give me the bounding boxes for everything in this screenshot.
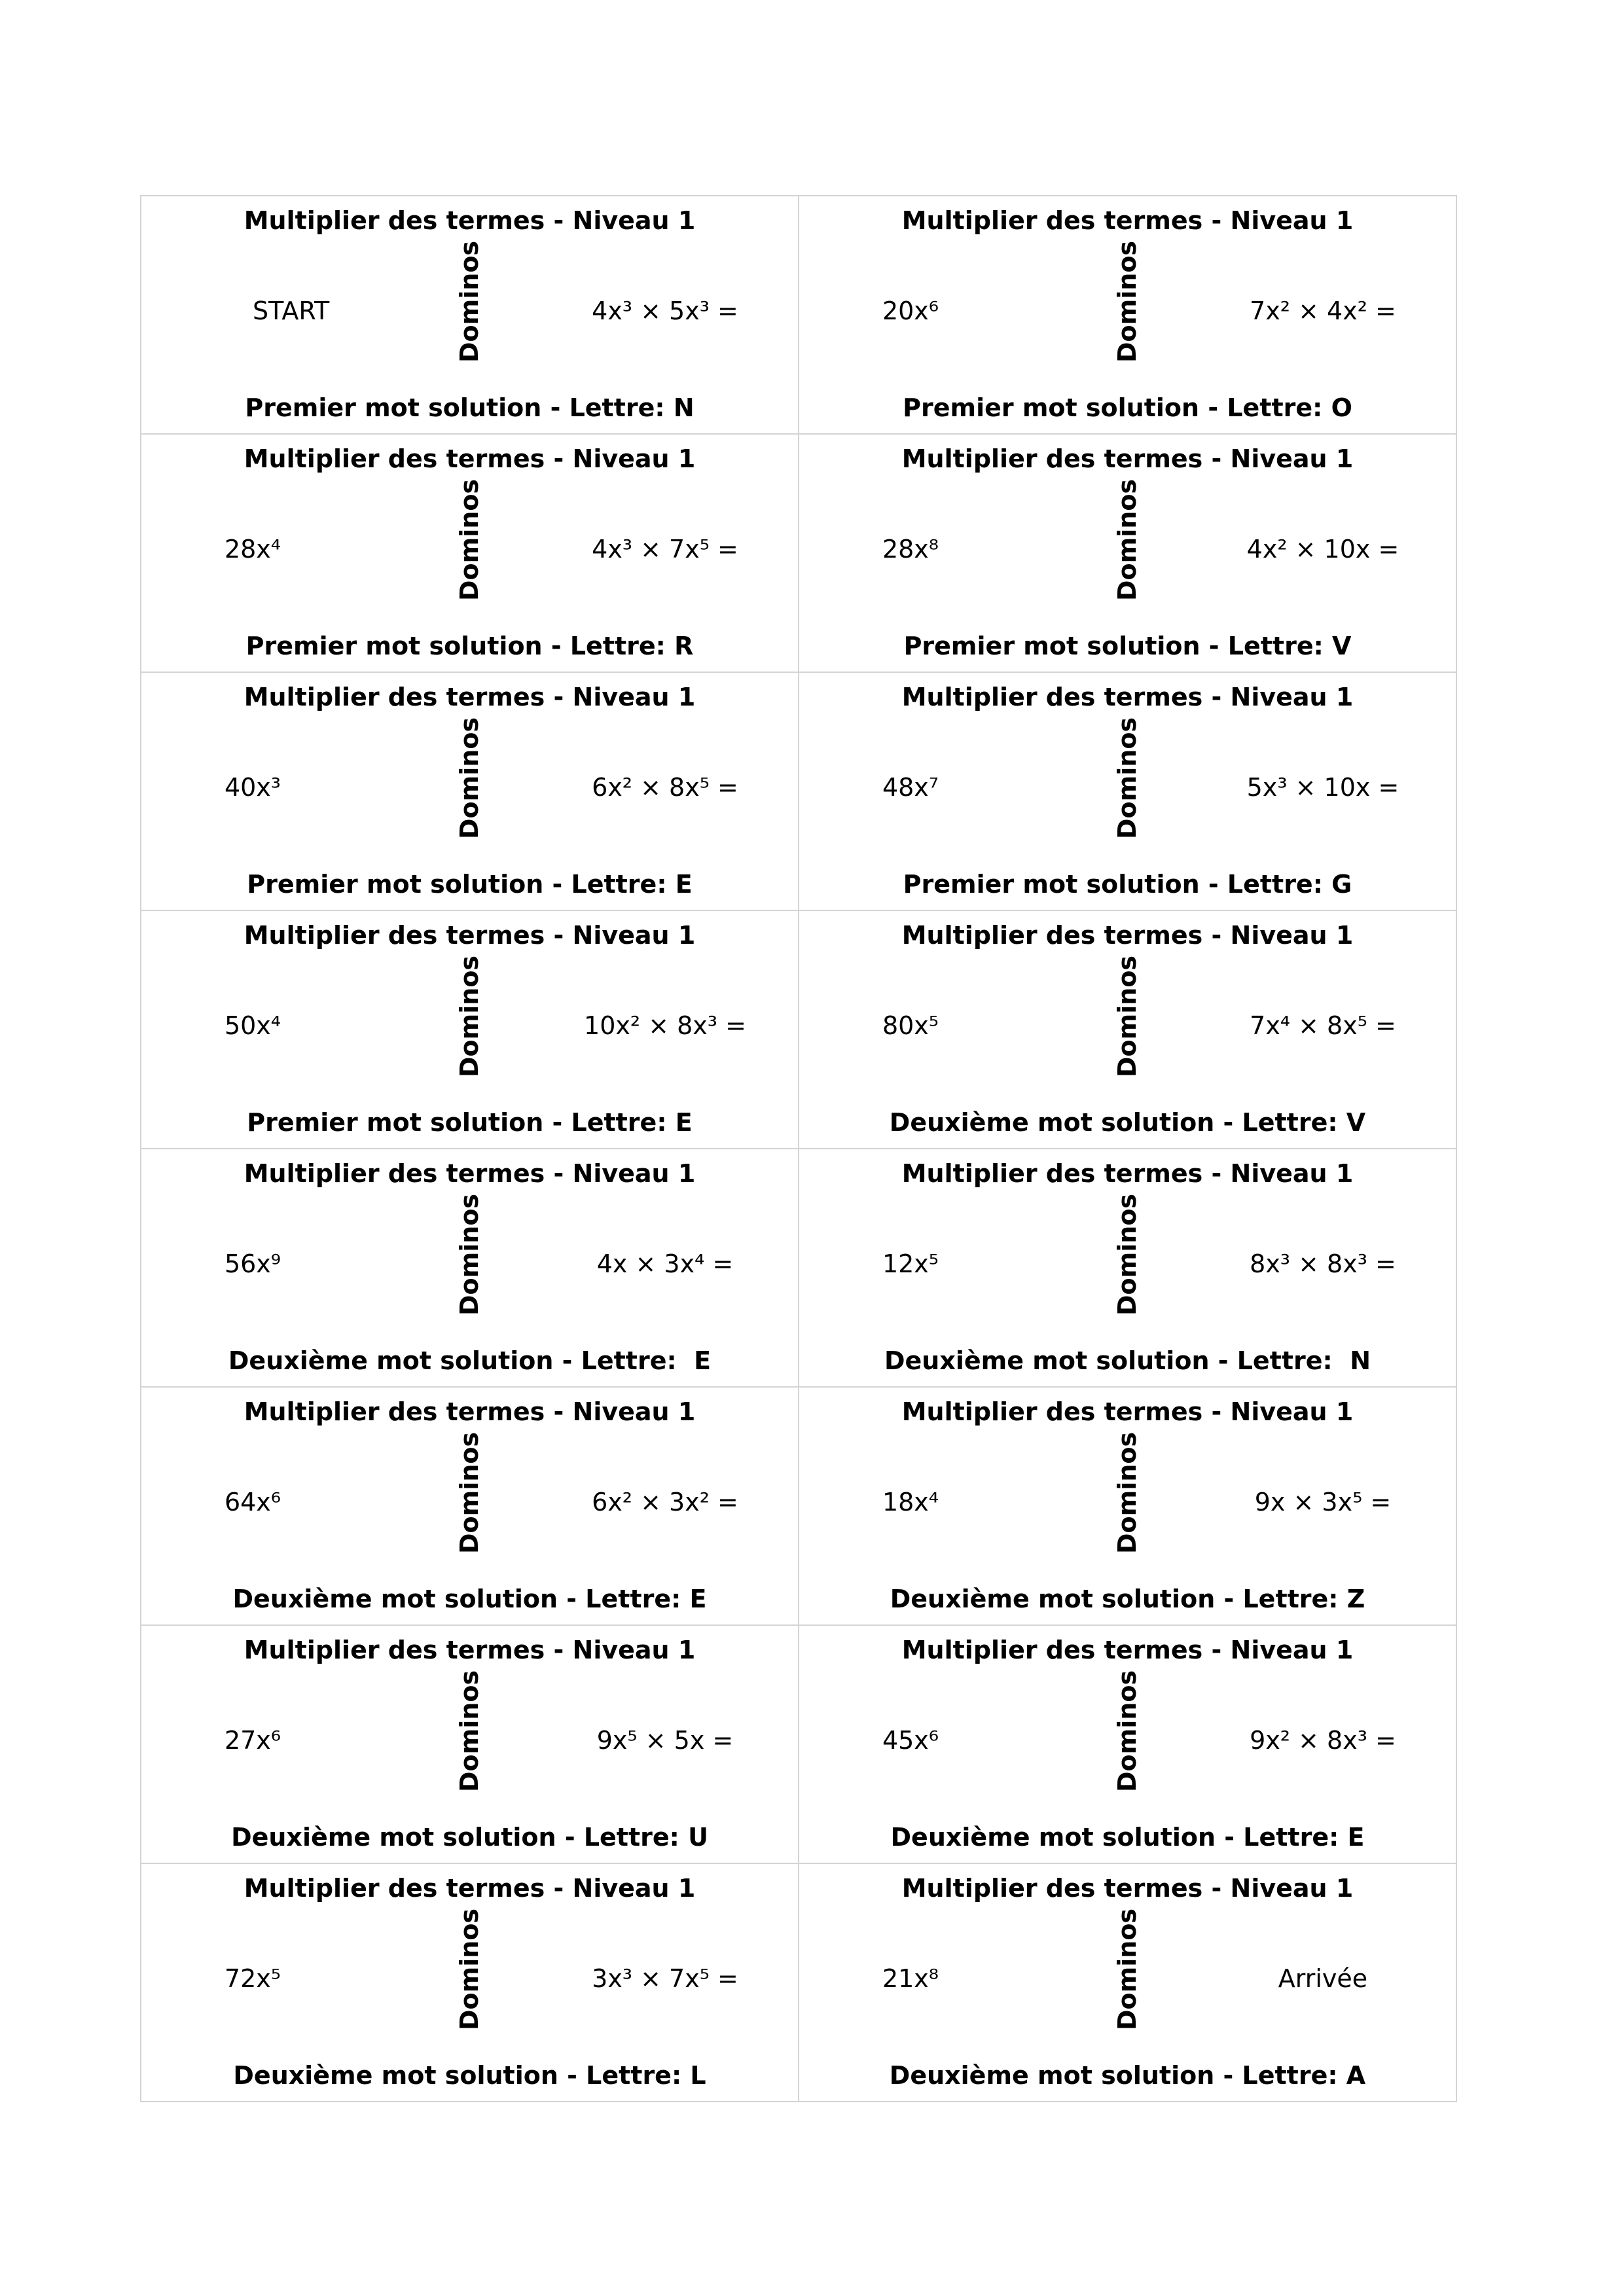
card-answer: 64x⁶: [224, 1488, 281, 1516]
card-answer: 18x⁴: [882, 1488, 939, 1516]
card-label: Dominos: [1113, 1193, 1142, 1316]
card-answer: 27x⁶: [224, 1726, 281, 1755]
domino-card: [799, 435, 1457, 673]
card-footer: Premier mot solution - Lettre: V: [903, 632, 1352, 660]
card-title: Multiplier des termes - Niveau 1: [901, 1636, 1354, 1664]
card-answer: 45x⁶: [882, 1726, 939, 1755]
card-title: Multiplier des termes - Niveau 1: [901, 1397, 1354, 1426]
card-answer: 56x⁹: [224, 1249, 281, 1278]
domino-card: [799, 1149, 1457, 1388]
domino-card: [141, 435, 799, 673]
card-label: Dominos: [1113, 955, 1142, 1077]
card-question: 7x² × 4x² =: [1250, 296, 1396, 325]
card-title: Multiplier des termes - Niveau 1: [901, 1159, 1354, 1188]
card-footer: Premier mot solution - Lettre: N: [245, 393, 695, 422]
card-answer: 21x⁸: [882, 1964, 939, 1993]
domino-card: [141, 1864, 799, 2102]
card-answer: 28x⁸: [882, 535, 939, 564]
card-label: Dominos: [455, 1670, 484, 1792]
card-footer: Deuxième mot solution - Lettre: L: [233, 2061, 706, 2090]
domino-card: [799, 196, 1457, 435]
domino-card: [141, 1626, 799, 1864]
card-question: Arrivée: [1278, 1964, 1368, 1993]
card-title: Multiplier des termes - Niveau 1: [901, 206, 1354, 235]
card-footer: Deuxième mot solution - Lettre: A: [889, 2061, 1366, 2090]
domino-card: [799, 1388, 1457, 1626]
card-footer: Premier mot solution - Lettre: E: [247, 1108, 693, 1137]
card-title: Multiplier des termes - Niveau 1: [244, 444, 696, 473]
domino-card-sheet: [140, 195, 1457, 2102]
card-label: Dominos: [455, 240, 484, 363]
card-title: Multiplier des termes - Niveau 1: [244, 921, 696, 950]
card-question: 3x³ × 7x⁵ =: [592, 1964, 738, 1993]
card-title: Multiplier des termes - Niveau 1: [901, 683, 1354, 711]
card-title: Multiplier des termes - Niveau 1: [244, 1397, 696, 1426]
card-question: 4x³ × 5x³ =: [592, 296, 738, 325]
card-title: Multiplier des termes - Niveau 1: [901, 1874, 1354, 1903]
card-label: Dominos: [1113, 1908, 1142, 2030]
domino-card: [141, 911, 799, 1149]
card-label: Dominos: [1113, 478, 1142, 601]
domino-card: [141, 1149, 799, 1388]
card-question: 6x² × 3x² =: [592, 1488, 738, 1516]
card-answer: 40x³: [224, 773, 281, 802]
card-label: Dominos: [455, 478, 484, 601]
card-answer: 72x⁵: [224, 1964, 281, 1993]
card-footer: Premier mot solution - Lettre: R: [245, 632, 694, 660]
domino-card: [799, 1626, 1457, 1864]
card-answer: 12x⁵: [882, 1249, 939, 1278]
card-label: Dominos: [455, 1431, 484, 1554]
card-label: Dominos: [1113, 240, 1142, 363]
card-question: 9x² × 8x³ =: [1250, 1726, 1396, 1755]
card-title: Multiplier des termes - Niveau 1: [244, 1636, 696, 1664]
card-label: Dominos: [455, 955, 484, 1077]
card-footer: Premier mot solution - Lettre: G: [903, 870, 1352, 899]
card-title: Multiplier des termes - Niveau 1: [244, 1159, 696, 1188]
domino-card: [141, 1388, 799, 1626]
card-footer: Deuxième mot solution - Lettre: Z: [890, 1585, 1365, 1613]
card-question: 10x² × 8x³ =: [584, 1011, 746, 1040]
domino-card: [141, 196, 799, 435]
card-label: Dominos: [455, 717, 484, 839]
domino-card: [799, 1864, 1457, 2102]
card-answer: 48x⁷: [882, 773, 939, 802]
card-footer: Deuxième mot solution - Lettre: E: [228, 1346, 712, 1375]
domino-card: [799, 911, 1457, 1149]
card-answer: 80x⁵: [882, 1011, 939, 1040]
card-label: Dominos: [455, 1193, 484, 1316]
card-answer: 20x⁶: [882, 296, 939, 325]
card-question: 4x × 3x⁴ =: [596, 1249, 734, 1278]
card-question: 8x³ × 8x³ =: [1250, 1249, 1396, 1278]
card-label: Dominos: [455, 1908, 484, 2030]
card-footer: Deuxième mot solution - Lettre: N: [884, 1346, 1371, 1375]
card-footer: Deuxième mot solution - Lettre: V: [889, 1108, 1366, 1137]
card-question: 9x⁵ × 5x =: [596, 1726, 734, 1755]
card-footer: Premier mot solution - Lettre: E: [247, 870, 693, 899]
card-question: 6x² × 8x⁵ =: [592, 773, 738, 802]
card-footer: Deuxième mot solution - Lettre: U: [231, 1823, 708, 1852]
card-answer: 28x⁴: [224, 535, 281, 564]
card-question: 9x × 3x⁵ =: [1254, 1488, 1392, 1516]
card-label: Dominos: [1113, 717, 1142, 839]
card-footer: Premier mot solution - Lettre: O: [903, 393, 1352, 422]
domino-card: [799, 673, 1457, 911]
card-question: 4x² × 10x =: [1246, 535, 1399, 564]
card-title: Multiplier des termes - Niveau 1: [244, 1874, 696, 1903]
card-title: Multiplier des termes - Niveau 1: [244, 206, 696, 235]
card-question: 7x⁴ × 8x⁵ =: [1250, 1011, 1396, 1040]
card-question: 5x³ × 10x =: [1246, 773, 1399, 802]
card-title: Multiplier des termes - Niveau 1: [901, 444, 1354, 473]
card-label: Dominos: [1113, 1431, 1142, 1554]
card-footer: Deuxième mot solution - Lettre: E: [232, 1585, 707, 1613]
card-title: Multiplier des termes - Niveau 1: [244, 683, 696, 711]
card-answer: 50x⁴: [224, 1011, 281, 1040]
card-title: Multiplier des termes - Niveau 1: [901, 921, 1354, 950]
card-label: Dominos: [1113, 1670, 1142, 1792]
card-footer: Deuxième mot solution - Lettre: E: [890, 1823, 1365, 1852]
domino-card: [141, 673, 799, 911]
card-answer: START: [253, 296, 330, 325]
card-question: 4x³ × 7x⁵ =: [592, 535, 738, 564]
